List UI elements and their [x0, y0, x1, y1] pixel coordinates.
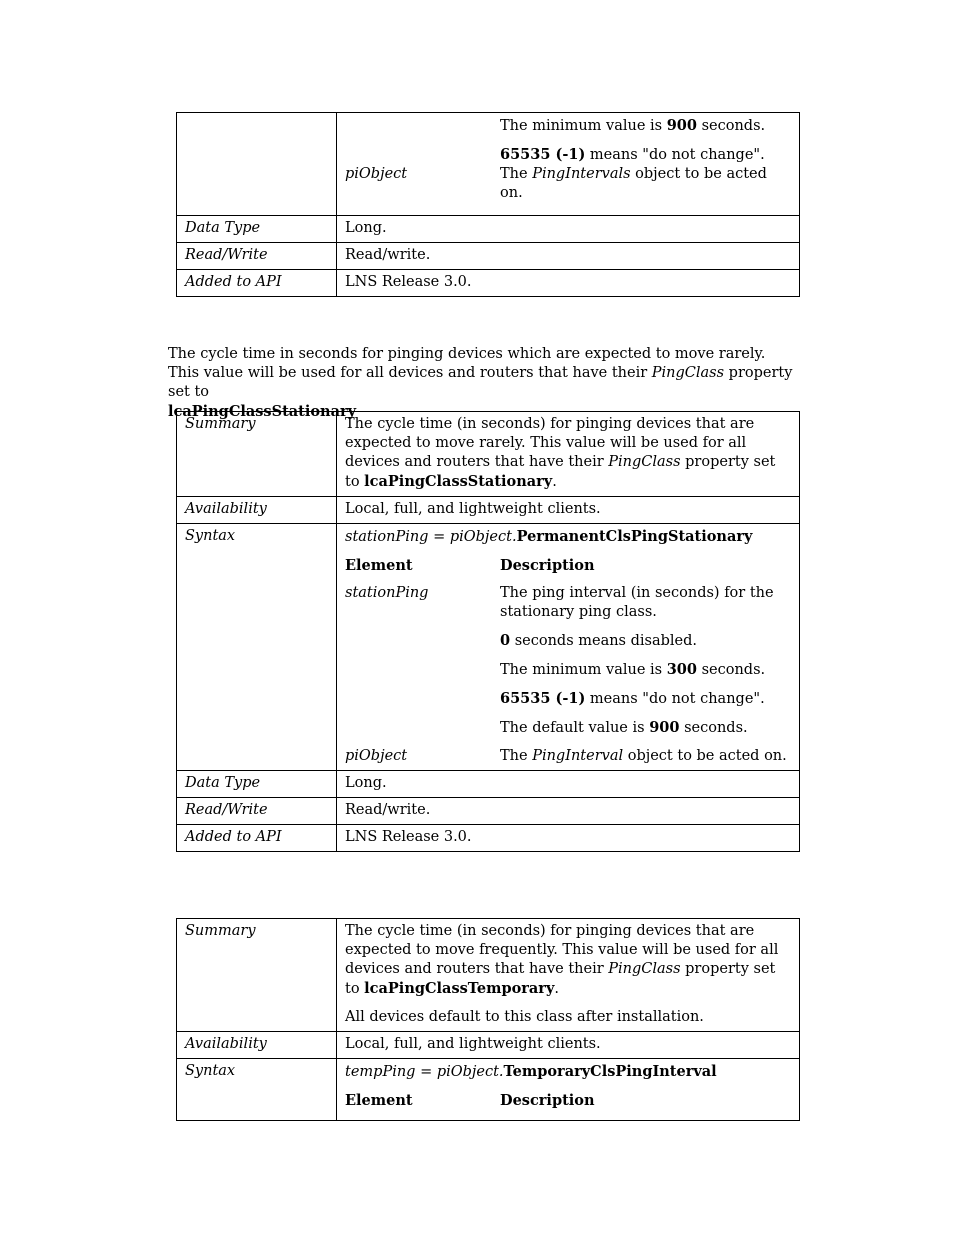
availability-label: Availability	[177, 497, 337, 524]
added-to-api-value: LNS Release 3.0.	[337, 270, 800, 297]
element-name: stationPing	[345, 585, 429, 601]
syntax-label: Syntax	[177, 524, 337, 771]
temporary-property-table	[176, 918, 800, 1121]
read-write-value: Read/write.	[337, 243, 800, 270]
syntax-line: tempPing = piObject.TemporaryClsPingInterval	[345, 1063, 717, 1080]
summary-text: The cycle time (in seconds) for pinging devices that are expected to move frequently. This value will be used for all devices and routers that have their PingClass property set to lcaPingClassTemporary. All devices default to this class after installation.	[337, 919, 800, 1032]
description-header: Description	[500, 557, 595, 574]
added-to-api-label: Added to API	[177, 825, 337, 852]
element-header: Element	[345, 1092, 413, 1109]
no-change-text: 65535 (-1) means "do not change".	[500, 146, 765, 163]
availability-label: Availability	[177, 1032, 337, 1059]
read-write-label: Read/Write	[177, 798, 337, 825]
element-description: The PingInterval object to be acted on.	[500, 748, 787, 764]
syntax-cell	[337, 1059, 800, 1121]
element-table	[337, 116, 791, 203]
element-table	[337, 1091, 791, 1116]
availability-value: Local, full, and lightweight clients.	[337, 497, 800, 524]
read-write-value: Read/write.	[337, 798, 800, 825]
data-type-label: Data Type	[177, 216, 337, 243]
empty-label-cell	[177, 113, 337, 216]
element-name: piObject	[345, 748, 408, 764]
element-name: piObject	[345, 166, 408, 182]
description-header: Description	[500, 1092, 595, 1109]
data-type-value: Long.	[337, 216, 800, 243]
data-type-label: Data Type	[177, 771, 337, 798]
syntax-line: stationPing = piObject.PermanentClsPingStationary	[345, 528, 753, 545]
continued-property-table	[176, 112, 800, 297]
element-table	[337, 556, 791, 766]
data-type-value: Long.	[337, 771, 800, 798]
element-description: The PingIntervals object to be acted on.	[500, 166, 767, 201]
summary-label: Summary	[177, 919, 337, 1032]
read-write-label: Read/Write	[177, 243, 337, 270]
min-value-text: The minimum value is 900 seconds.	[500, 117, 766, 134]
summary-label: Summary	[177, 412, 337, 497]
summary-text: The cycle time (in seconds) for pinging devices that are expected to move rarely. This value will be used for all devices and routers that have their PingClass property set to lcaPingClassStationary.	[337, 412, 800, 497]
availability-value: Local, full, and lightweight clients.	[337, 1032, 800, 1059]
added-to-api-label: Added to API	[177, 270, 337, 297]
stationary-intro: The cycle time in seconds for pinging devices which are expected to move rarely. This value will be used for all devices and routers that have their PingClass property set to lcaPingClassStationary	[168, 346, 793, 420]
stationary-property-table	[176, 411, 800, 852]
syntax-cell	[337, 524, 800, 771]
syntax-label: Syntax	[177, 1059, 337, 1121]
element-description: The ping interval (in seconds) for the stationary ping class. 0 seconds means disabled. The minimum value is 300 seconds. 65535 (-1) means "do not change". The default value is 900 seconds.	[500, 585, 774, 736]
element-header: Element	[345, 557, 413, 574]
syntax-cont-cell	[337, 113, 800, 216]
added-to-api-value: LNS Release 3.0.	[337, 825, 800, 852]
